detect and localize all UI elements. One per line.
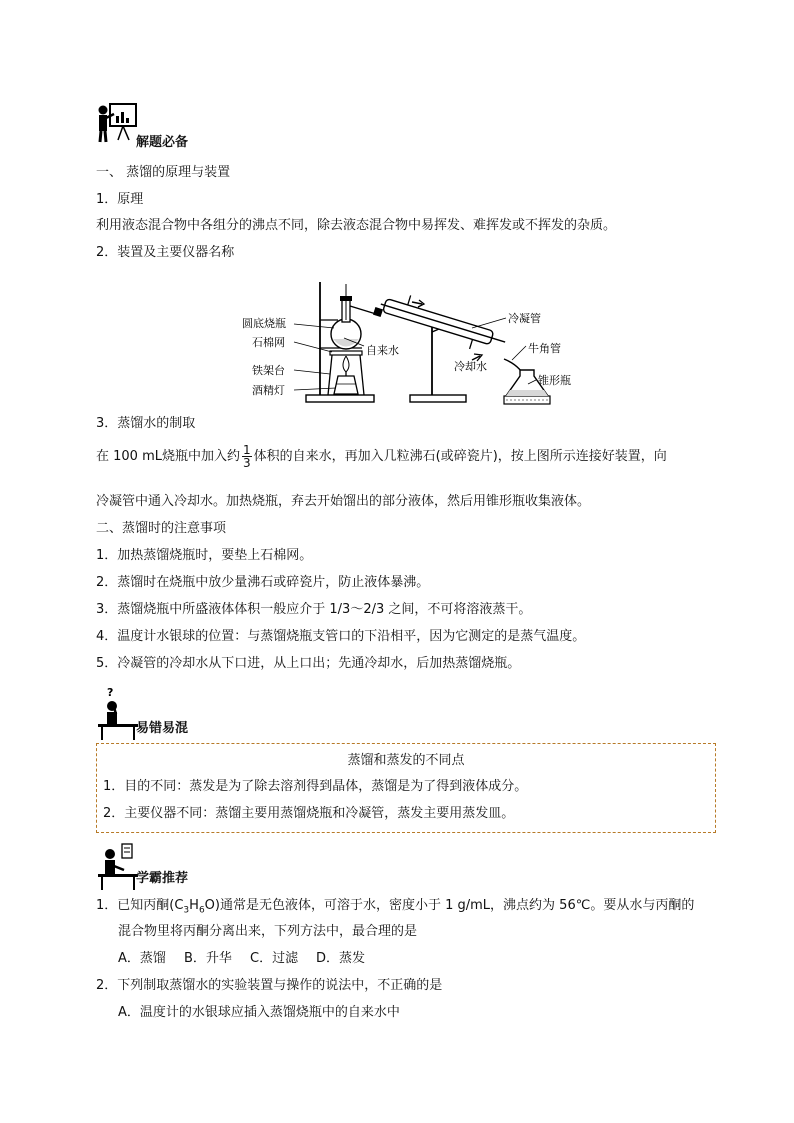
label-stand: 铁架台 [252, 364, 285, 377]
fraction-one-third [242, 444, 252, 469]
option-d[interactable]: D．蒸发 [316, 951, 366, 966]
question-2-line-1: 2．下列制取蒸馏水的实验装置与操作的说法中，不正确的是 [96, 978, 443, 993]
distilled-water-text-2: 冷凝管中通入冷却水。加热烧瓶，弃去开始馏出的部分液体，然后用锥形瓶收集液体。 [96, 494, 591, 509]
text-part: H [189, 898, 199, 913]
note-item: 4．温度计水银球的位置：与蒸馏烧瓶支管口的下沿相平，因为它测定的是蒸气温度。 [96, 629, 586, 644]
section-title-distillation: 一、 蒸馏的原理与装置 [96, 165, 231, 180]
label-gauze: 石棉网 [252, 336, 285, 349]
label-lamp: 酒精灯 [252, 384, 285, 397]
question-2-option-a[interactable]: A．温度计的水银球应插入蒸馏烧瓶中的自来水中 [118, 1005, 400, 1020]
text-part: 体积的自来水，再加入几粒沸石(或碎瓷片)，按上图所示连接好装置，向 [253, 449, 667, 464]
subscript: 3 [183, 905, 190, 916]
section-header-yicuo [96, 686, 296, 740]
box-title: 蒸馏和蒸发的不同点 [347, 753, 465, 768]
section-heading: 学霸推荐 [136, 871, 189, 886]
option-c[interactable]: C．过滤 [250, 951, 299, 966]
distillation-apparatus-diagram [236, 274, 576, 410]
question-1-line-1 [96, 897, 694, 920]
box-row: 1．目的不同：蒸发是为了除去溶剂得到晶体，蒸馏是为了得到液体成分。 [103, 779, 528, 794]
section-heading: 解题必备 [136, 135, 189, 150]
option-a[interactable]: A．蒸馏 [118, 951, 166, 966]
item-title-apparatus: 2．装置及主要仪器名称 [96, 245, 235, 260]
principle-text: 利用液态混合物中各组分的沸点不同，除去液态混合物中易挥发、难挥发或不挥发的杂质。 [96, 218, 617, 233]
text-part: 1．已知丙酮(C [96, 898, 184, 913]
label-erlenmeyer: 锥形瓶 [538, 374, 571, 387]
label-condenser: 冷凝管 [508, 312, 541, 325]
note-item: 3．蒸馏烧瓶中所盛液体体积一般应介于 1/3～2/3 之间，不可将溶液蒸干。 [96, 602, 532, 617]
question-1-line-2: 混合物里将丙酮分离出来，下列方法中，最合理的是 [118, 924, 418, 939]
svg-text:?: ? [107, 686, 114, 699]
section-heading: 易错易混 [136, 721, 189, 736]
section-header-jieti [96, 100, 296, 154]
question-1-options [118, 950, 382, 968]
label-tap-water: 自来水 [366, 344, 399, 357]
item-title-distilled-water: 3．蒸馏水的制取 [96, 416, 196, 431]
confused-student-icon [96, 686, 138, 740]
option-b[interactable]: B．升华 [184, 951, 232, 966]
note-item: 5．冷凝管的冷却水从下口进，从上口出；先通冷却水，后加热蒸馏烧瓶。 [96, 656, 521, 671]
comparison-box [96, 743, 716, 833]
note-item: 2．蒸馏时在烧瓶中放少量沸石或碎瓷片，防止液体暴沸。 [96, 575, 430, 590]
text-part: O)通常是无色液体，可溶于水，密度小于 1 g/mL，沸点约为 56℃。要从水与丙酮的 [204, 898, 695, 913]
frac-numerator: 1 [242, 443, 251, 457]
label-adapter: 牛角管 [528, 342, 561, 355]
frac-denominator: 3 [242, 456, 251, 470]
studying-student-icon [96, 836, 138, 890]
section-header-xueba [96, 836, 296, 890]
subscript: 6 [198, 905, 205, 916]
label-flask: 圆底烧瓶 [242, 317, 286, 330]
label-cooling-water: 冷却水 [454, 360, 487, 373]
distilled-water-text-1 [96, 444, 667, 470]
text-part: 在 100 mL烧瓶中加入约 [96, 449, 240, 464]
box-row: 2．主要仪器不同：蒸馏主要用蒸馏烧瓶和冷凝管，蒸发主要用蒸发皿。 [103, 806, 515, 821]
item-title-principle: 1．原理 [96, 192, 144, 207]
section-title-notes: 二、蒸馏时的注意事项 [96, 521, 227, 536]
teacher-board-icon [96, 100, 138, 154]
note-item: 1．加热蒸馏烧瓶时，要垫上石棉网。 [96, 548, 313, 563]
